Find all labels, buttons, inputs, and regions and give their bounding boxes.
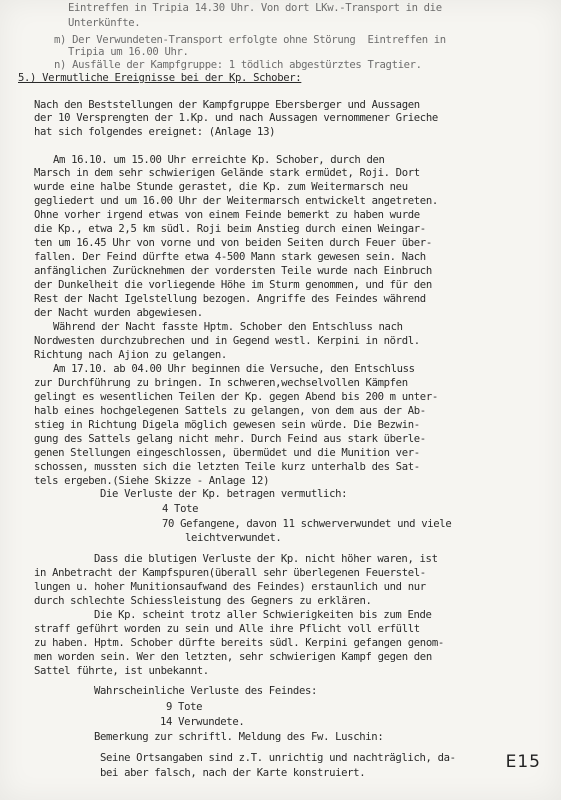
text-line: m) Der Verwundeten-Transport erfolgte ohne Störung Eintreffen in <box>54 34 446 46</box>
text-line: die Kp., etwa 2,5 km südl. Roji beim Anstieg durch einen Weingar- <box>34 223 426 235</box>
text-line: 9 Tote <box>166 701 203 713</box>
text-line: zur Durchführung zu bringen. In schweren,wechselvollen Kämpfen <box>34 377 408 389</box>
text-line: der Dunkelheit die vorliegende Höhe im Sturm genommen, und für den <box>34 279 432 291</box>
section-heading: 5.) Vermutliche Ereignisse bei der Kp. Schober: <box>18 72 302 84</box>
text-line: gegliedert und um 16.00 Uhr der Weitermarsch entwickelt angetreten. <box>34 195 438 207</box>
text-line: Eintreffen in Tripia 14.30 Uhr. Von dort LKw.-Transport in die <box>68 2 442 14</box>
text-line: Seine Ortsangaben sind z.T. unrichtig und nachträglich, da- <box>100 752 456 764</box>
text-line: zu haben. Hptm. Schober dürfte bereits südl. Kerpini gefangen genom- <box>34 637 444 649</box>
text-line: Dass die blutigen Verluste der Kp. nicht höher waren, ist <box>94 553 438 565</box>
text-line: gung des Sattels gelang nicht mehr. Durch Feind aus stark überle- <box>34 433 426 445</box>
text-line: n) Ausfälle der Kampfgruppe: 1 tödlich abgestürztes Tragtier. <box>54 59 422 71</box>
text-line: Nach den Beststellungen der Kampfgruppe Ebersberger und Aussagen <box>34 99 420 111</box>
text-line: Am 16.10. um 15.00 Uhr erreichte Kp. Schober, durch den <box>53 154 385 166</box>
text-line: halb eines hochgelegenen Sattels zu gelangen, von dem aus der Ab- <box>34 405 426 417</box>
text-line: der Nacht wurden abgewiesen. <box>34 307 203 319</box>
text-line: men worden sein. Wer den letzten, sehr schwierigen Kampf gegen den <box>34 651 432 663</box>
text-line: tels ergeben.(Siehe Skizze - Anlage 12) <box>34 475 270 487</box>
text-line: Die Kp. scheint trotz aller Schwierigkeiten bis zum Ende <box>94 609 432 621</box>
text-line: Unterkünfte. <box>68 17 141 29</box>
text-line: leichtverwundet. <box>185 532 282 544</box>
text-line: Tripia um 16.00 Uhr. <box>68 46 189 58</box>
text-line: 14 Verwundete. <box>160 716 245 728</box>
text-line: der 10 Versprengten der 1.Kp. und nach Aussagen vernommener Grieche <box>34 112 438 124</box>
text-line: Am 17.10. ab 04.00 Uhr beginnen die Versuche, den Entschluss <box>53 363 415 375</box>
text-line: schossen, mussten sich die letzten Teile kurz unterhalb des Sat- <box>34 461 420 473</box>
text-line: straff geführt worden zu sein und Alle ihre Pflicht voll erfüllt <box>34 623 420 635</box>
text-line: wurde eine halbe Stunde gerastet, die Kp. zum Weitermarsch neu <box>34 181 408 193</box>
text-line: Während der Nacht fasste Hptm. Schober den Entschluss nach <box>53 321 403 333</box>
page-number-stamp: E15 <box>505 752 541 772</box>
text-line: Ohne vorher irgend etwas von einem Feinde bemerkt zu haben wurde <box>34 209 420 221</box>
text-line: 70 Gefangene, davon 11 schwerverwundet und viele <box>162 518 452 530</box>
text-line: lungen u. hoher Munitionsaufwand des Feindes) erstaunlich und nur <box>34 581 426 593</box>
text-line: Die Verluste der Kp. betragen vermutlich: <box>100 488 348 500</box>
text-line: durch schlechte Schiessleistung des Gegners zu erklären. <box>34 595 372 607</box>
text-line: anfänglichen Zurücknehmen der vordersten Teile wurde nach Einbruch <box>34 265 432 277</box>
text-line: in Anbetracht der Kampfspuren(überall sehr überlegenen Feuerstel- <box>34 567 426 579</box>
text-line: Marsch in dem sehr schwierigen Gelände stark ermüdet, Roji. Dort <box>34 167 420 179</box>
text-line: ten um 16.45 Uhr von vorne und von beiden Seiten durch Feuer über- <box>34 237 432 249</box>
text-line: Wahrscheinliche Verluste des Feindes: <box>94 685 318 697</box>
text-line: 4 Tote <box>162 503 199 515</box>
text-line: fallen. Der Feind dürfte etwa 4-500 Mann stark gewesen sein. Nach <box>34 251 426 263</box>
text-line: Richtung nach Ajion zu gelangen. <box>34 349 227 361</box>
text-line: Bemerkung zur schriftl. Meldung des Fw. Luschin: <box>94 731 384 743</box>
text-line: stieg in Richtung Digela möglich gewesen sein würde. Die Bezwin- <box>34 419 420 431</box>
text-line: hat sich folgendes ereignet: (Anlage 13) <box>34 126 276 138</box>
text-line: bei aber falsch, nach der Karte konstruiert. <box>100 767 366 779</box>
text-line: Nordwesten durchzubrechen und in Gegend westl. Kerpini in nördl. <box>34 335 420 347</box>
text-line: Rest der Nacht Igelstellung bezogen. Angriffe des Feindes während <box>34 293 426 305</box>
text-line: gelingt es wesentlichen Teilen der Kp. gegen Abend bis 200 m unter- <box>34 391 438 403</box>
text-line: Sattel führte, ist unbekannt. <box>34 665 209 677</box>
text-line: genen Stellungen eingeschlossen, übermüdet und die Munition ver- <box>34 447 420 459</box>
